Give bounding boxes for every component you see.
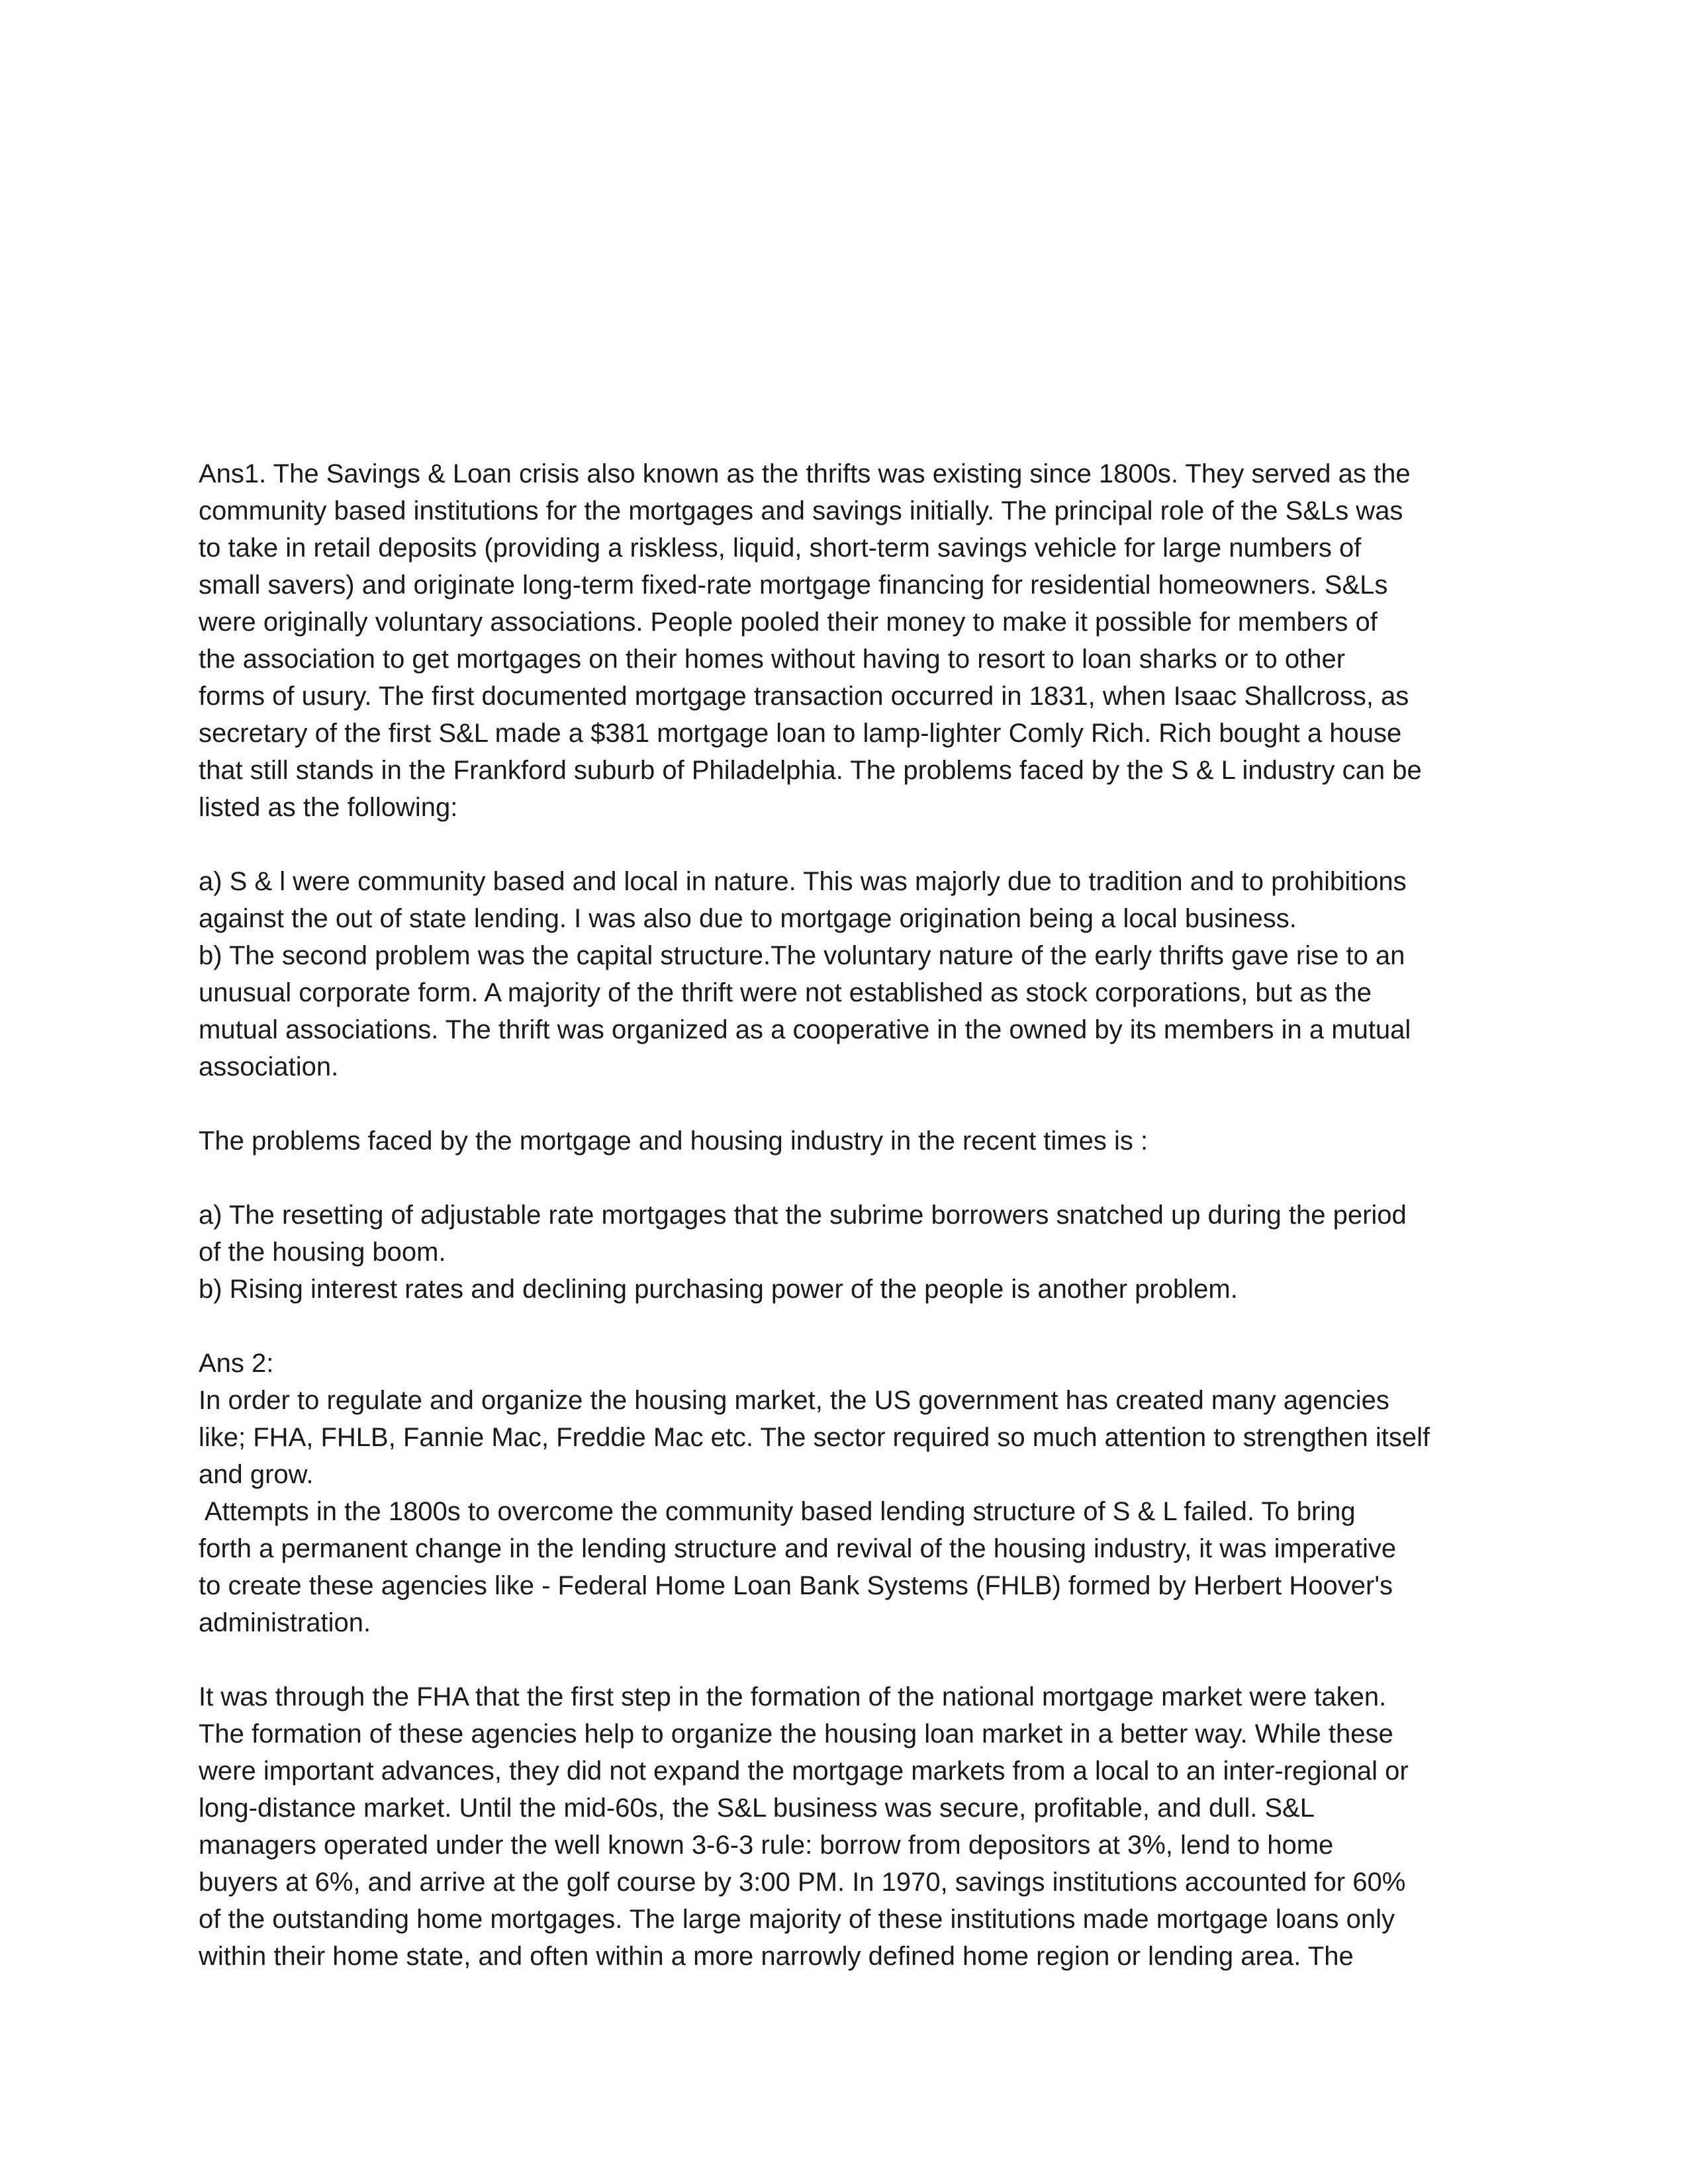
text-line: buyers at 6%, and arrive at the golf course by 3:00 PM. In 1970, savings institutions accounted for 60% [199,1868,1406,1897]
paragraph-spacer [199,826,1496,863]
text-line: of the outstanding home mortgages. The large majority of these institutions made mortgage loans only [199,1905,1395,1934]
text-line: against the out of state lending. I was also due to mortgage origination being a local business. [199,904,1297,933]
text-line: mutual associations. The thrift was organized as a cooperative in the owned by its members in a mutual [199,1015,1411,1044]
text-line: In order to regulate and organize the housing market, the US government has created many agencies [199,1386,1389,1415]
ans2-label: Ans 2: [199,1349,274,1378]
text-line: listed as the following: [199,793,458,822]
fha-paragraph [199,1678,1496,1975]
text-line: were originally voluntary associations. People pooled their money to make it possible for members of [199,608,1378,637]
text-line: to create these agencies like - Federal Home Loan Bank Systems (FHLB) formed by Herbert Hoover's [199,1571,1393,1600]
text-line: the association to get mortgages on their homes without having to resort to loan sharks or to other [199,645,1346,674]
ans1-paragraph [199,455,1496,826]
text-line: forms of usury. The first documented mortgage transaction occurred in 1831, when Isaac Shallcross, as [199,682,1409,711]
text-line: administration. [199,1608,371,1637]
paragraph-spacer [199,1160,1496,1197]
text-line: a) The resetting of adjustable rate mortgages that the subrime borrowers snatched up during the period [199,1201,1407,1230]
text-line: and grow. [199,1460,314,1489]
text-line: b) Rising interest rates and declining purchasing power of the people is another problem. [199,1275,1238,1304]
text-line: b) The second problem was the capital structure.The voluntary nature of the early thrifts gave rise to an [199,941,1405,970]
sl-problems-list [199,863,1496,1085]
paragraph-spacer [199,1641,1496,1678]
ans2-paragraph [199,1382,1496,1641]
text-line: It was through the FHA that the first step in the formation of the national mortgage market were taken. [199,1682,1387,1711]
text-line: forth a permanent change in the lending structure and revival of the housing industry, it was imperative [199,1534,1397,1563]
text-line: Attempts in the 1800s to overcome the community based lending structure of S & L failed. To bring [199,1497,1356,1526]
text-line: of the housing boom. [199,1238,446,1267]
text-line: a) S & l were community based and local in nature. This was majorly due to tradition and to prohibitions [199,867,1407,896]
text-line: community based institutions for the mortgages and savings initially. The principal role of the S&Ls was [199,496,1403,525]
text-line: The formation of these agencies help to organize the housing loan market in a better way. While these [199,1719,1393,1749]
text-line: Ans1. The Savings & Loan crisis also known as the thrifts was existing since 1800s. They served as the [199,459,1411,488]
text-line: like; FHA, FHLB, Fannie Mac, Freddie Mac etc. The sector required so much attention to strengthen itself [199,1423,1430,1452]
text-line: managers operated under the well known 3-6-3 rule: borrow from depositors at 3%, lend to home [199,1831,1334,1860]
text-line: were important advances, they did not expand the mortgage markets from a local to an inter-regional or [199,1756,1409,1786]
text-line: secretary of the first S&L made a $381 mortgage loan to lamp-lighter Comly Rich. Rich bought a house [199,719,1402,748]
text-line: within their home state, and often within a more narrowly defined home region or lending area. The [199,1942,1354,1971]
recent-problems-heading: The problems faced by the mortgage and housing industry in the recent times is : [199,1126,1149,1156]
text-line: that still stands in the Frankford suburb of Philadelphia. The problems faced by the S & L industry can be [199,756,1422,785]
text-line: association. [199,1052,339,1081]
document-body [199,455,1496,1975]
text-line: to take in retail deposits (providing a riskless, liquid, short-term savings vehicle for large numbers of [199,533,1362,563]
text-line: long-distance market. Until the mid-60s, the S&L business was secure, profitable, and dull. S&L [199,1794,1315,1823]
paragraph-spacer [199,1085,1496,1122]
text-line: unusual corporate form. A majority of the thrift were not established as stock corporations, but as the [199,978,1372,1007]
paragraph-spacer [199,1308,1496,1345]
text-line: small savers) and originate long-term fixed-rate mortgage financing for residential homeowners. S&Ls [199,570,1388,600]
recent-problems-list [199,1197,1496,1308]
